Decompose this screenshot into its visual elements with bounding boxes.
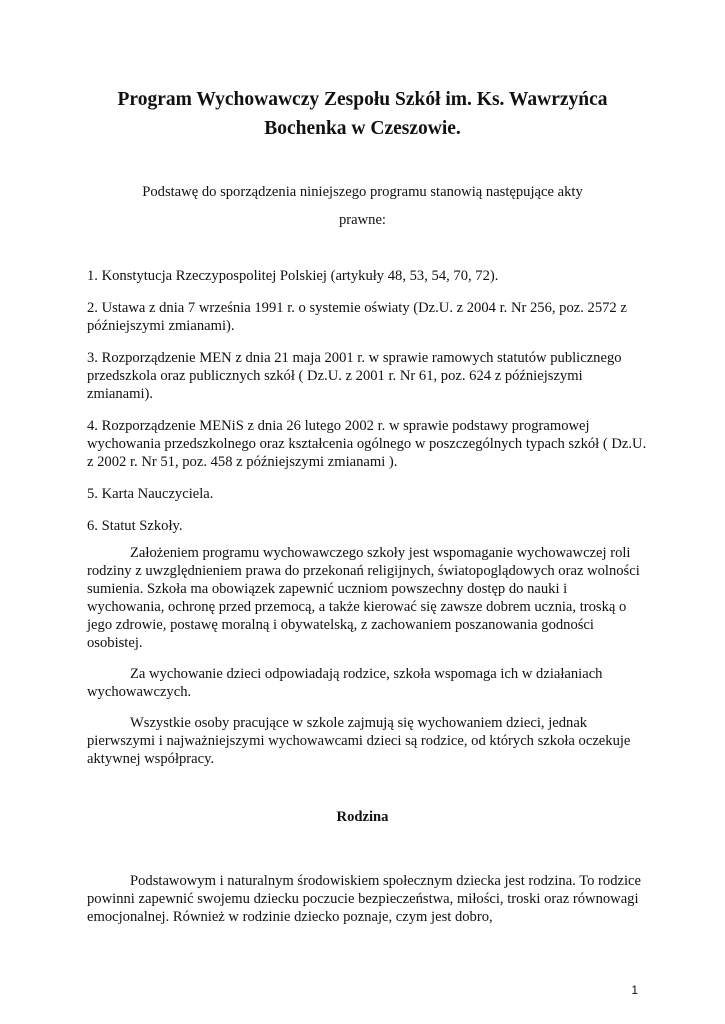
title-line-2: Bochenka w Czeszowie. — [264, 118, 461, 139]
section-heading: Rodzina — [336, 809, 389, 825]
legal-act-item: 4. Rozporządzenie MENiS z dnia 26 lutego 2002 r. w sprawie podstawy programowej wychowania przedszkolnego oraz kształcenia ogólnego w poszczególnych typach szkół ( Dz.U. z 2002 r. Nr 51, poz. 458 z późniejszymi zmianami ). — [87, 418, 647, 470]
body-paragraph: Wszystkie osoby pracujące w szkole zajmują się wychowaniem dzieci, jednak pierwszymi i najważniejszymi wychowawcami dzieci są rodzice, od których szkoła oczekuje aktywnej współpracy. — [87, 715, 631, 767]
body-paragraph: Za wychowanie dzieci odpowiadają rodzice, szkoła wspomaga ich w działaniach wychowawczych. — [87, 666, 603, 700]
body-paragraph: Założeniem programu wychowawczego szkoły jest wspomaganie wychowawczej roli rodziny z uwzględnieniem prawa do przekonań religijnych, światopoglądowych oraz wolności sumienia. Szkoła ma obowiązek zapewnić uczniom powszechny dostęp do nauki i wychowania, ochronę przed przemocą, a także kierować się zawsze dobrem ucznia, troską o jego zdrowie, postawę moralną i obywatelską, z zachowaniem poszanowania godności osobistej. — [87, 545, 640, 651]
title-line-1: Program Wychowawczy Zespołu Szkół im. Ks. Wawrzyńca — [117, 89, 608, 110]
legal-act-item: 3. Rozporządzenie MEN z dnia 21 maja 2001 r. w sprawie ramowych statutów publicznego przedszkola oraz publicznych szkół ( Dz.U. z 2001 r. Nr 61, poz. 624 z późniejszymi zmianami). — [87, 350, 622, 402]
intro-line-2: prawne: — [338, 212, 386, 228]
legal-acts-list — [87, 267, 647, 549]
section-body — [87, 872, 647, 926]
legal-act-item: 2. Ustawa z dnia 7 września 1991 r. o systemie oświaty (Dz.U. z 2004 r. Nr 256, poz. 2572 z późniejszymi zmianami). — [87, 300, 627, 334]
intro-line-1: Podstawę do sporządzenia niniejszego programu stanowią następujące akty — [142, 184, 583, 200]
body-paragraphs — [87, 544, 647, 781]
document-title — [60, 85, 665, 143]
legal-act-item: 5. Karta Nauczyciela. — [87, 486, 214, 502]
section-paragraph: Podstawowym i naturalnym środowiskiem społecznym dziecka jest rodzina. To rodzice powinni zapewnić swojemu dziecku poczucie bezpieczeństwa, miłości, troski oraz równowagi emocjonalnej. Również w rodzinie dziecko poznaje, czym jest dobro, — [87, 873, 641, 925]
legal-act-item: 1. Konstytucja Rzeczypospolitej Polskiej (artykuły 48, 53, 54, 70, 72). — [87, 268, 499, 284]
legal-act-item: 6. Statut Szkoły. — [87, 518, 183, 534]
page-number: 1 — [631, 983, 638, 997]
